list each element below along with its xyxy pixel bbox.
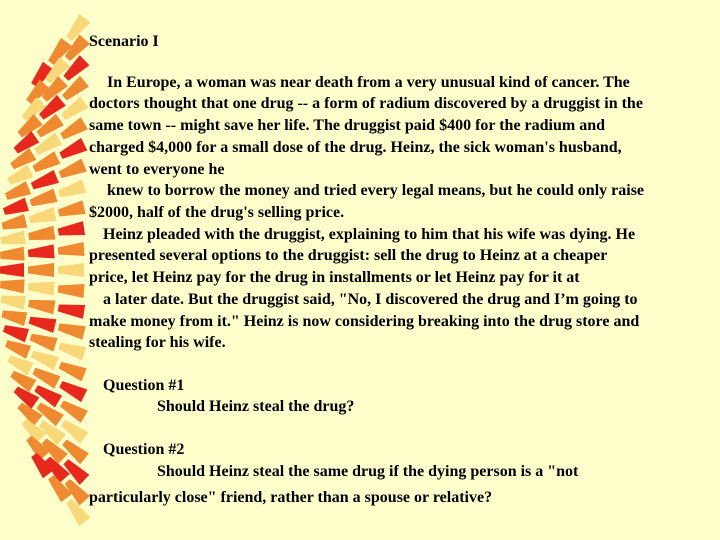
binding-wedge — [28, 263, 54, 277]
binding-wedge — [31, 365, 61, 389]
binding-wedge — [59, 417, 88, 443]
binding-wedge — [28, 207, 57, 227]
story-line: a later date. But the druggist said, "No, I discovered the drug and I’m going to — [103, 291, 638, 308]
story-line: same town -- might save her life. The druggist paid $400 for the radium and — [89, 117, 606, 134]
binding-wedge — [33, 382, 63, 407]
question-2-label: Question #2 — [103, 441, 185, 458]
binding-wedge — [57, 359, 86, 382]
story-line: knew to borrow the money and tried every legal means, but he could only raise — [107, 182, 645, 199]
binding-wedge — [29, 189, 58, 210]
story-line: stealing for his wife. — [89, 334, 226, 351]
binding-wedge — [2, 198, 29, 219]
binding-wedge — [60, 437, 89, 464]
binding-wedge — [2, 322, 29, 343]
binding-wedge — [30, 170, 59, 193]
binding-wedge — [57, 339, 86, 360]
story-line: make money from it." Heinz is now considering breaking into the drug store and — [89, 313, 640, 330]
binding-wedge — [28, 244, 55, 260]
question-1-label: Question #1 — [103, 377, 185, 394]
binding-wedge — [57, 301, 85, 319]
binding-wedge — [4, 181, 31, 203]
binding-wedge — [33, 133, 63, 158]
story-line: presented several options to the druggist: sell the drug to Heinz at a cheaper — [89, 247, 608, 264]
binding-wedge — [57, 179, 86, 200]
story-line: $2000, half of the drug's selling price. — [89, 204, 345, 221]
binding-wedge — [57, 200, 86, 220]
binding-wedge — [31, 151, 61, 175]
binding-wedge — [6, 165, 34, 188]
binding-segment — [0, 278, 85, 298]
binding-wedge — [4, 337, 31, 359]
binding-wedge — [58, 378, 88, 402]
binding-wedge — [28, 313, 57, 333]
story-line: Heinz pleaded with the druggist, explaining to him that his wife was dying. He — [103, 226, 636, 243]
binding-wedge — [58, 138, 88, 162]
story-line: went to everyone he — [89, 161, 225, 178]
binding-wedge — [60, 76, 89, 103]
binding-wedge — [57, 320, 86, 340]
binding-wedge — [1, 214, 28, 233]
binding-wedge — [57, 221, 85, 239]
story-line: In Europe, a woman was near death from a very unusual kind of cancer. The — [107, 74, 630, 91]
binding-wedge — [58, 242, 85, 258]
binding-wedge — [58, 117, 88, 142]
binding-segment — [0, 242, 85, 262]
binding-wedge — [0, 292, 26, 310]
question-2-continuation: particularly close" friend, rather than a spouse or relative? — [89, 489, 493, 506]
binding-wedge — [28, 226, 56, 244]
question-1-text: Should Heinz steal the drug? — [157, 398, 355, 415]
binding-wedge — [6, 352, 34, 375]
binding-wedge — [0, 278, 25, 294]
binding-wedge — [28, 296, 56, 314]
binding-wedge — [0, 230, 26, 248]
binding-wedge — [30, 347, 59, 370]
binding-wedge — [58, 282, 85, 298]
binding-wedge — [58, 397, 88, 422]
binding-wedge — [0, 247, 25, 263]
binding-wedge — [28, 280, 55, 296]
slide-title: Scenario I — [89, 33, 159, 50]
story-line: charged $4,000 for a small dose of the drug. Heinz, the sick woman's husband, — [89, 139, 622, 156]
binding-wedge — [58, 263, 84, 277]
story-line: price, let Heinz pay for the drug in installments or let Heinz pay for it at — [89, 269, 580, 286]
binding-wedge — [1, 307, 28, 326]
spiral-binding-decoration — [0, 0, 90, 540]
binding-wedge — [59, 96, 88, 122]
story-line: doctors thought that one drug -- a form of radium discovered by a druggist in the — [89, 95, 643, 112]
binding-wedge — [57, 159, 86, 182]
binding-wedge — [0, 263, 24, 277]
binding-segment — [0, 263, 84, 277]
question-2-text: Should Heinz steal the same drug if the dying person is a "not — [157, 463, 579, 480]
binding-wedge — [29, 330, 58, 351]
